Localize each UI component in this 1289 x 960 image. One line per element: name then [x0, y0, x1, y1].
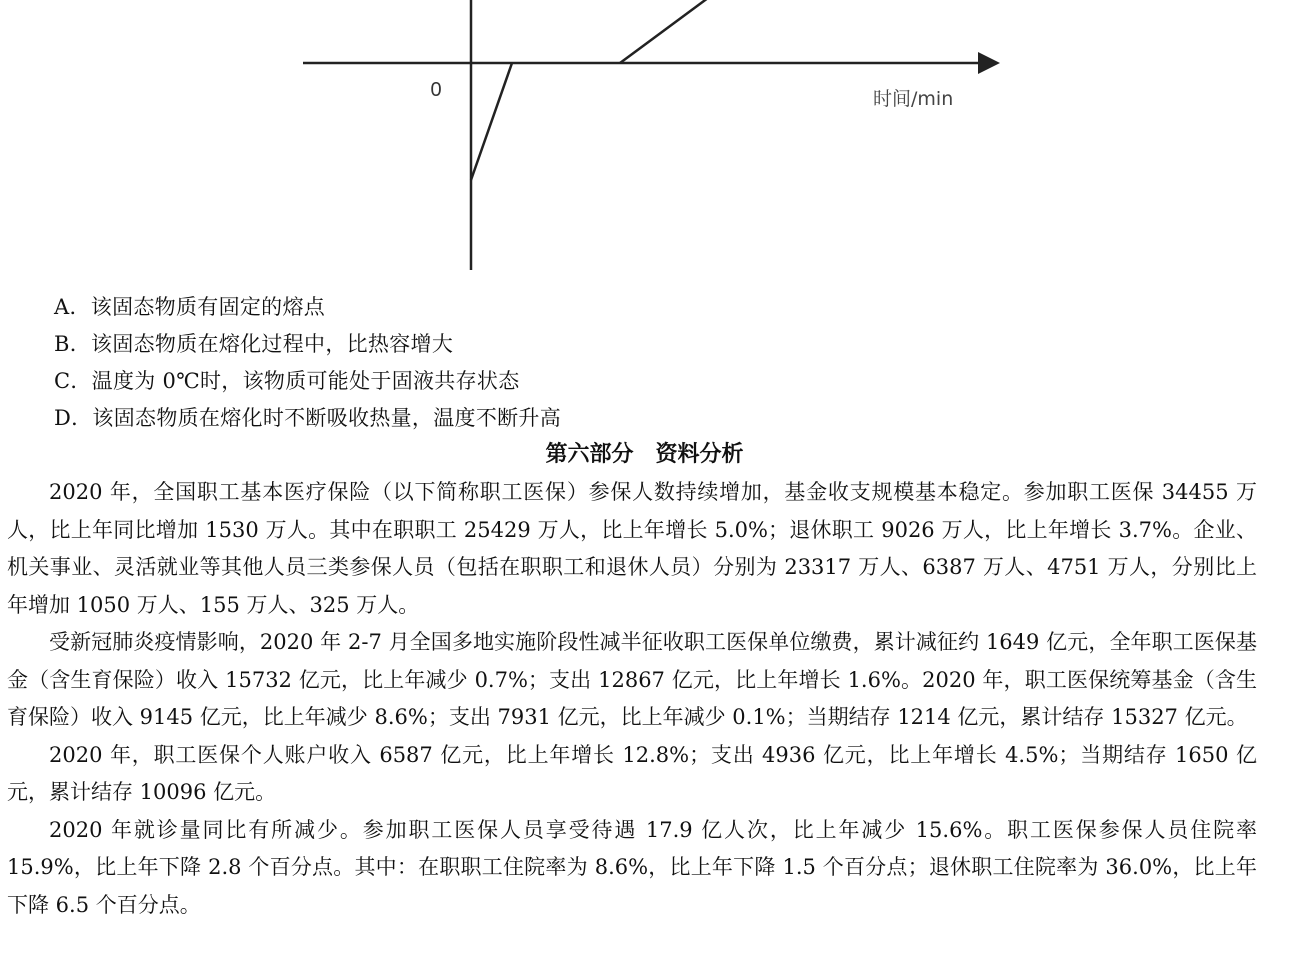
temperature-curve-second-segment — [620, 0, 712, 63]
article-paragraph: 受新冠肺炎疫情影响，2020 年 2-7 月全国多地实施阶段性减半征收职工医保单位缴费，累计减征约 1649 亿元，全年职工医保基金（含生育保险）收入 15732 亿元，比上年减少 0.7%；支出 12867 亿元，比上年增长 1.6%。2020 年，职工医保统筹基金（含生育保险）收入 9145 亿元，比上年减少 8.6%；支出 7931 亿元，比上年减少 0.1%；当期结存 1214 亿元，累计结存 15327 亿元。 — [7, 630, 1257, 729]
section-title: 第六部分 资料分析 — [545, 442, 744, 467]
option-a: A．该固态物质有固定的熔点 — [54, 295, 326, 319]
option-c: C．温度为 0℃时，该物质可能处于固液共存状态 — [54, 369, 520, 393]
melting-graph-figure — [0, 0, 1289, 280]
temperature-curve-first-segment — [471, 63, 512, 180]
data-analysis-article — [7, 474, 1257, 924]
article-paragraph: 2020 年，职工医保个人账户收入 6587 亿元，比上年增长 12.8%；支出 4936 亿元，比上年增长 4.5%；当期结存 1650 亿元，累计结存 10096 亿元。 — [7, 742, 1257, 804]
article-paragraph: 2020 年就诊量同比有所减少。参加职工医保人员享受待遇 17.9 亿人次，比上年减少 15.6%。职工医保参保人员住院率 15.9%，比上年下降 2.8 个百分点。其中：在职职工住院率为 8.6%，比上年下降 1.5 个百分点；退休职工住院率为 36.0%，比上年下降 6.5 个百分点。 — [7, 817, 1257, 917]
option-b: B．该固态物质在熔化过程中，比热容增大 — [54, 332, 454, 356]
answer-options — [54, 289, 1254, 437]
x-axis-arrow-icon — [978, 52, 1000, 74]
article-paragraph: 2020 年，全国职工基本医疗保险（以下简称职工医保）参保人数持续增加，基金收支规模基本稳定。参加职工医保 34455 万人，比上年同比增加 1530 万人。其中在职职工 25429 万人，比上年增长 5.0%；退休职工 9026 万人，比上年增长 3.7%。企业、机关事业、灵活就业等其他人员三类参保人员（包括在职职工和退休人员）分别为 23317 万人、6387 万人、4751 万人，分别比上年增加 1050 万人、155 万人、325 万人。 — [7, 480, 1257, 617]
origin-label: 0 — [430, 79, 442, 101]
x-axis-label: 时间/min — [873, 88, 954, 110]
option-d: D．该固态物质在熔化时不断吸收热量，温度不断升高 — [54, 406, 562, 430]
